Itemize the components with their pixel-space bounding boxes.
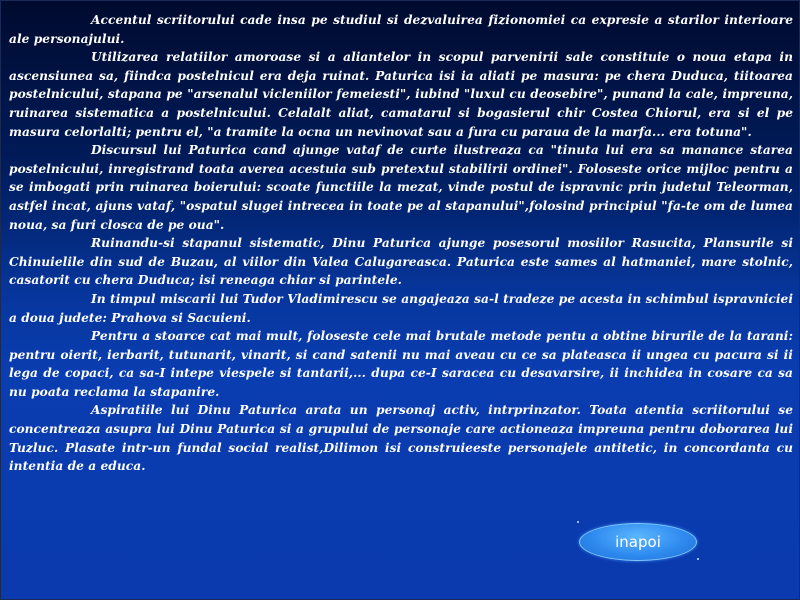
paragraph-6: Pentru a stoarce cat mai mult, foloseste cele mai brutale metode pentu a obtine birurile de la tarani: pentru oierit, ierbarit, tutunarit, vinarit, si cand satenii nu mai aveau cu ce sa plateasca ii ungea cu pacura si ii lega de copaci, ca sa-I intepe viespele si tantarii,... dupa ce-I saracea cu desavarsire, ii inchidea in cosare ca sa nu poata reclama la stapanire. [9, 329, 793, 399]
back-button-wrap [579, 523, 697, 561]
back-button[interactable] [579, 523, 697, 561]
text-body [9, 11, 793, 476]
paragraph-7: Aspiratiile lui Dinu Paturica arata un personaj activ, intrprinzator. Toata atentia scriitorului se concentreaza asupra lui Dinu Paturica si a grupului de personaje care actioneaza impreuna pentru doborarea lui Tuzluc. Plasate intr-un fundal social realist,Dilimon isi construieeste personajele antitetic, in concordanta cu intentia de a educa. [9, 403, 793, 474]
back-button-label: inapoi [615, 533, 661, 551]
corner-dot [697, 558, 699, 560]
paragraph-5: In timpul miscarii lui Tudor Vladimirescu se angajeaza sa-l tradeze pe acesta in schimbul ispravniciei a doua judete: Prahova si Sacuieni. [9, 291, 793, 325]
paragraph-4: Ruinandu-si stapanul sistematic, Dinu Paturica ajunge posesorul mosiilor Rasucita, Plansurile si Chinuielile din sud de Buzau, al viilor din Valea Calugareasca. Paturica este sames al hatmaniei, mare stolnic, casatorit cu chera Duduca; isi reneaga chiar si parintele. [9, 236, 793, 288]
paragraph-1: Accentul scriitorului cade insa pe studiul si dezvaluirea fizionomiei ca expresie a starilor interioare ale personajului. [9, 13, 793, 46]
paragraph-3: Discursul lui Paturica cand ajunge vataf de curte ilustreaza ca "tinuta lui era sa manance starea postelnicului, inregistrand toata averea acestuia sub pretextul stabilirii ordinei". Foloseste orice mijloc pentru a se imbogati prin ruinarea boierului: scoate functiile la mezat, vinde postul de ispravnic prin judetul Teleorman, astfel incat, ajuns vataf, "ospatul slugei intrecea in toate pe al stapanului",folosind principiul "fa-te om de lumea noua, sa furi closca de pe oua". [9, 143, 793, 232]
paragraph-2: Utilizarea relatiilor amoroase si a aliantelor in scopul parvenirii sale constituie o noua etapa in ascensiunea sa, fiindca postelnicul era deja ruinat. Paturica isi ia aliati pe masura: pe chera Duduca, tiitoarea postelnicului, stapana pe "arsenalul vicleniilor femeiesti", iubind "luxul cu deosebire", punand la cale, impreuna, ruinarea sistematica a postelnicului. Celalalt aliat, camatarul si bogasierul chir Costea Chiorul, era si el pe masura celorlalti; pentru el, "a tramite la ocna un nevinovat sau a fura cu paraua de la marfa... era totuna". [9, 50, 793, 139]
